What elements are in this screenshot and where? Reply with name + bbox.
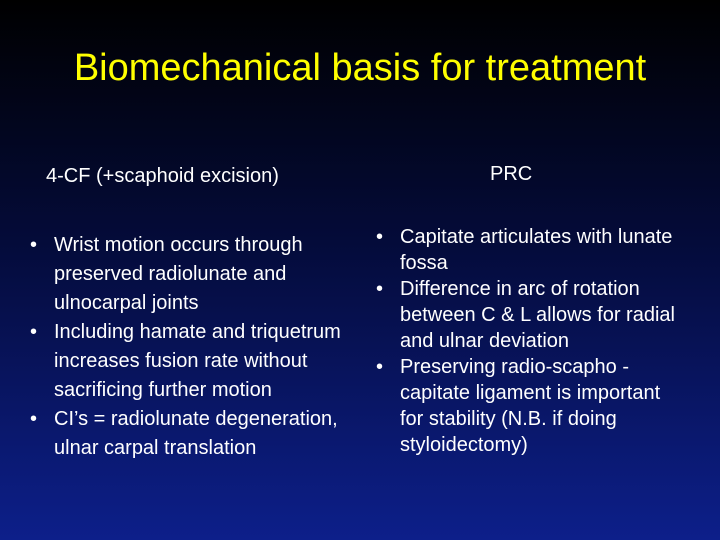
left-bullet-item: • CI’s = radiolunate degeneration, ulnar carpal translation [30, 405, 360, 463]
right-bullet-item: • Difference in arc of rotation between C & L allows for radial and ulnar deviation [376, 276, 676, 354]
right-column-heading: PRC [490, 163, 533, 185]
left-column-heading: 4-CF (+scaphoid excision) [46, 165, 279, 187]
right-bullet-item: • Capitate articulates with lunate fossa [376, 224, 676, 276]
right-bullet-item: • Preserving radio-scapho -capitate ligament is important for stability (N.B. if doing styloidectomy) [376, 354, 676, 458]
slide-title: Biomechanical basis for treatment [73, 47, 647, 89]
left-bullet-item: • Including hamate and triquetrum increases fusion rate without sacrificing further motion [30, 318, 360, 405]
left-bullet-list [30, 231, 360, 463]
left-bullet-item: • Wrist motion occurs through preserved radiolunate and ulnocarpal joints [30, 231, 360, 318]
right-bullet-list [376, 224, 676, 458]
